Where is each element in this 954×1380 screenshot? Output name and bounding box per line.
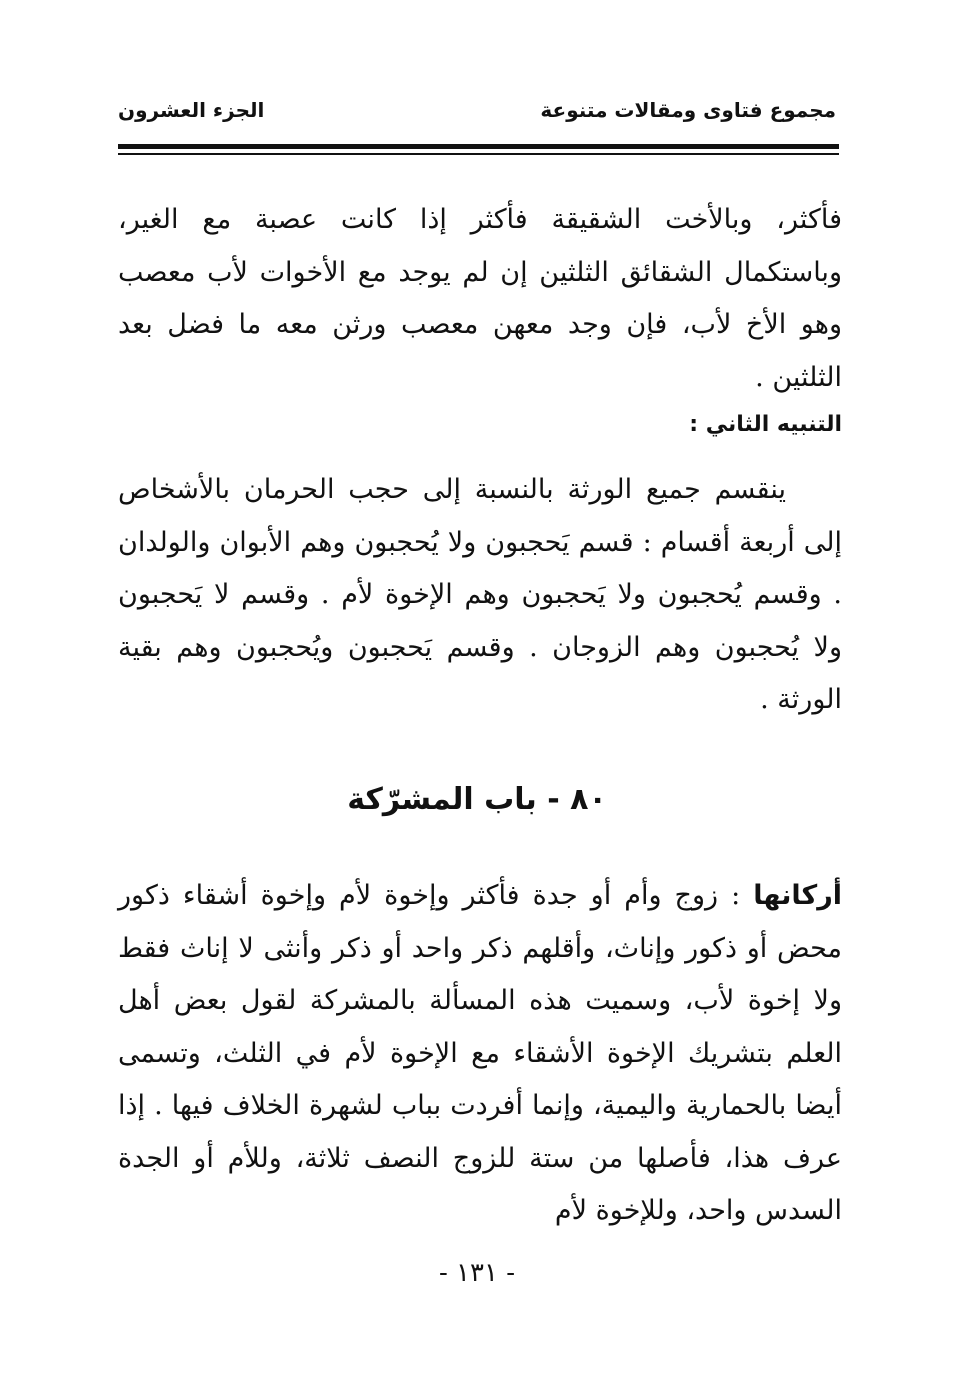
lead-term: أركانها [753,880,842,911]
paragraph-hajb-types: ينقسم جميع الورثة بالنسبة إلى حجب الحرمان بالأشخاص إلى أربعة أقسام : قسم يَحجبون ولا يُحجبون وهم الأبوان والولدان . وقسم يُحجبون ولا يَحجبون وهم الإخوة لأم . وقسم لا يَحجبون ولا يُحجبون وهم الزوجان . وقسم يَحجبون ويُحجبون وهم بقية الورثة . [118,474,843,715]
book-title: مجموع فتاوى ومقالات متنوعة [540,98,836,122]
page-number: - ١٣١ - [438,1258,516,1288]
paragraph-arkan [118,870,842,1238]
chapter-title: ٨٠ - باب المشرّكة [347,782,607,817]
paragraph-continuation: فأكثر، وبالأخت الشقيقة فأكثر إذا كانت عصبة مع الغير، وباستكمال الشقائق الثلثين إن لم يوجد مع الأخوات لأب معصب وهو الأخ لأب، فإن وجد معهن معصب ورثن معه ما فضل بعد الثلثين . [118,204,842,393]
header-rule-thin [118,153,839,155]
paragraph-arkan-body: : زوج وأم أو جدة فأكثر وإخوة لأم وإخوة أشقاء ذكور محض أو ذكور وإناث، وأقلهم ذكر واحد أو ذكر وأنثى لا إناث فقط ولا إخوة لأب، وسميت هذه المسألة بالمشركة لقول بعض أهل العلم بتشريك الإخوة الأشقاء مع الإخوة لأم في الثلث، وتسمى أيضا بالحمارية واليمية، وإنما أفردت بباب لشهرة الخلاف فيها . إذا عرف هذا، فأصلها من ستة للزوج النصف ثلاثة، وللأم أو الجدة السدس واحد، وللإخوة لأم [118,880,842,1226]
running-header [118,98,836,138]
header-rule-thick [118,144,839,149]
subheading-second-note: التنبيه الثاني : [689,412,842,437]
volume-label: الجزء العشرون [118,98,265,122]
